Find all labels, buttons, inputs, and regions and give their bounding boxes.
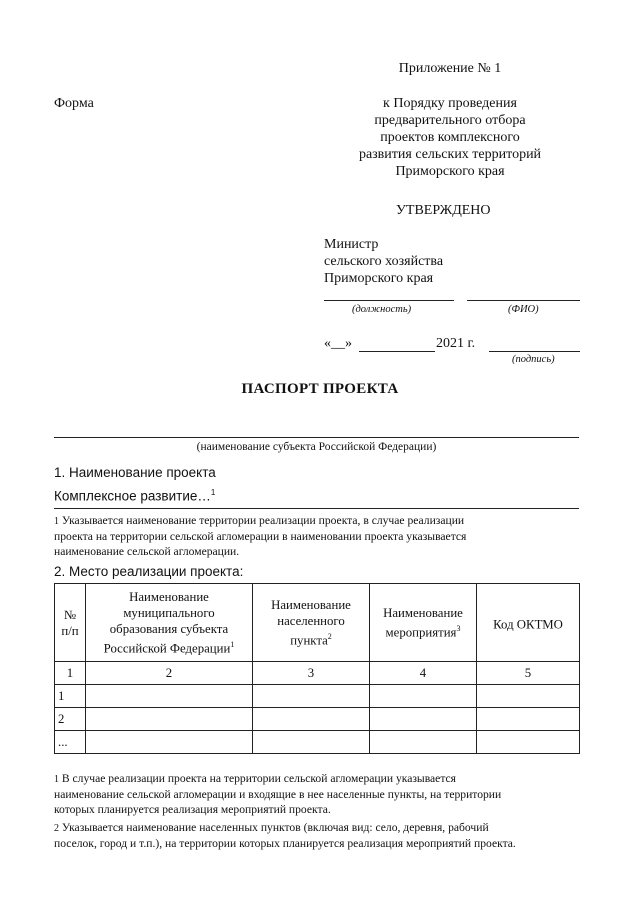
table-cell: 2 <box>86 662 253 685</box>
signature-line <box>489 351 580 352</box>
footnote-line: которых планируется реализация мероприятий проекта. <box>54 803 331 816</box>
section2-heading: 2. Место реализации проекта: <box>54 564 244 579</box>
footnote-line: наименование сельской агломерации. <box>54 545 240 558</box>
order-line: развития сельских территорий <box>358 147 542 162</box>
table-cell: 5 <box>477 662 580 685</box>
subject-line <box>54 437 579 438</box>
subject-label: (наименование субъекта Российской Федерации) <box>196 441 437 453</box>
section1-value <box>54 488 215 504</box>
section1-line <box>54 508 579 509</box>
location-table <box>54 583 580 754</box>
name-label: (ФИО) <box>508 304 539 315</box>
table-cell <box>86 685 253 708</box>
project-name: Комплексное развитие… <box>54 488 211 504</box>
date-month-line <box>359 351 435 352</box>
table-numbering-row <box>55 662 580 685</box>
footnote-mark: 1 <box>54 774 59 785</box>
table-cell: 4 <box>370 662 477 685</box>
col-header-oktmo: Код ОКТМО <box>477 584 580 662</box>
table-row <box>55 731 580 754</box>
footnote-line: проекта на территории сельской агломерации в наименовании проекта указывается <box>54 530 467 543</box>
table-cell <box>253 685 370 708</box>
order-reference <box>330 95 570 180</box>
col-header-activity: Наименование мероприятия$^3$ <box>370 584 477 662</box>
section1-heading: 1. Наименование проекта <box>54 465 216 480</box>
footnote-mark: 1 <box>54 516 59 527</box>
table-cell <box>253 708 370 731</box>
footnote-line: Указывается наименование населенных пунктов (включая вид: село, деревня, рабочий <box>61 821 489 834</box>
footnote-1 <box>54 771 594 817</box>
form-label: Форма <box>54 96 94 111</box>
minister-block <box>324 236 443 287</box>
footnote-mark: 2 <box>54 823 59 834</box>
footnote-ref: 1 <box>210 488 216 497</box>
appendix-number: Приложение № 1 <box>398 61 502 76</box>
order-line: Приморского края <box>395 164 505 179</box>
footnote-line: наименование сельской агломерации и входящие в нее населенные пункты, на территории <box>54 788 502 801</box>
page-title: ПАСПОРТ ПРОЕКТА <box>241 381 399 397</box>
table-cell <box>477 731 580 754</box>
table-cell: 1 <box>55 662 86 685</box>
order-line: проектов комплексного <box>380 130 520 145</box>
col-header-settlement: Наименование населенного пункта$^2$ <box>253 584 370 662</box>
table-row <box>55 708 580 731</box>
footnote-2 <box>54 820 594 851</box>
col-header-number: № п/п <box>55 584 86 662</box>
table-cell <box>370 685 477 708</box>
table-cell: 3 <box>253 662 370 685</box>
minister-line: Приморского края <box>324 271 434 286</box>
footnote-line: Указывается наименование территории реализации проекта, в случае реализации <box>61 514 465 527</box>
minister-line: сельского хозяйства <box>324 254 444 269</box>
footnote-line: поселок, город и т.п.), на территории которых планируется реализация мероприятий проекта. <box>54 837 516 850</box>
table-cell <box>86 708 253 731</box>
table-cell <box>370 708 477 731</box>
table-cell <box>477 708 580 731</box>
table-cell <box>253 731 370 754</box>
col-header-municipality: Наименование муниципального образования субъекта Российской Федерации$^1$ <box>86 584 253 662</box>
table-cell <box>86 731 253 754</box>
row-number: 2 <box>55 708 86 731</box>
table-cell <box>477 685 580 708</box>
name-line <box>467 300 580 301</box>
date-open: «__» <box>324 336 352 351</box>
date-year: 2021 г. <box>436 336 476 351</box>
minister-line: Министр <box>324 237 379 252</box>
position-label: (должность) <box>352 304 412 315</box>
table-row <box>55 685 580 708</box>
order-line: к Порядку проведения <box>383 96 517 111</box>
row-number: ... <box>55 731 86 754</box>
signature-label: (подпись) <box>512 354 555 365</box>
section1-footnote <box>54 513 584 559</box>
approved-stamp: УТВЕРЖДЕНО <box>396 203 491 218</box>
order-line: предварительного отбора <box>374 113 526 128</box>
row-number: 1 <box>55 685 86 708</box>
footnote-line: В случае реализации проекта на территории сельской агломерации указывается <box>61 772 457 785</box>
table-cell <box>370 731 477 754</box>
position-line <box>324 300 454 301</box>
table-header-row <box>55 584 580 662</box>
